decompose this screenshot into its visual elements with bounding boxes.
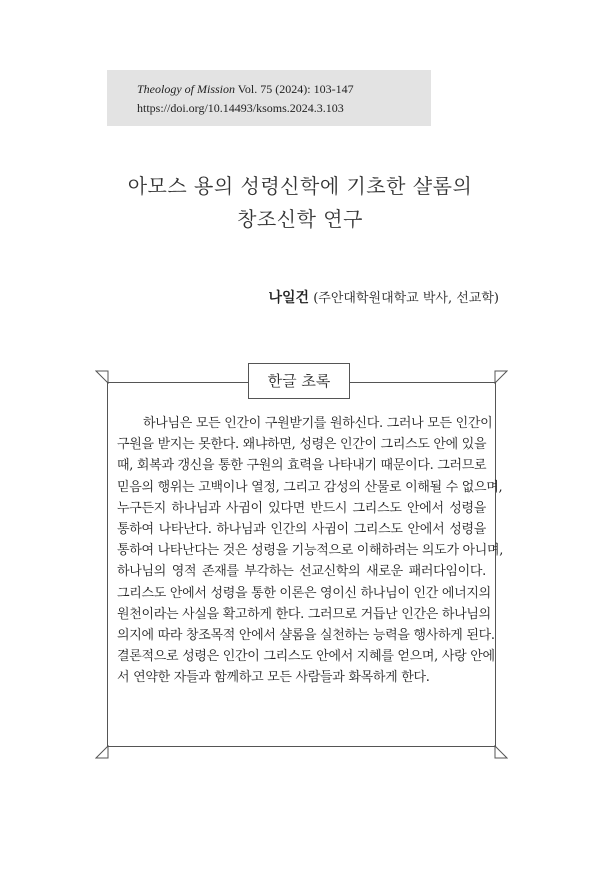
- abstract-line: 구원을 받지는 못한다. 왜냐하면, 성령은 인간이 그리스도 안에 있을: [117, 437, 487, 453]
- author-affiliation: (주안대학원대학교 박사, 선교학): [313, 291, 499, 306]
- article-title-line-1: 아모스 용의 성령신학에 기초한 샬롬의: [127, 174, 473, 198]
- abstract-line: 하나님은 모든 인간이 구원받기를 원하신다. 그러나 모든 인간이: [143, 416, 493, 431]
- abstract-line: 결론적으로 성령은 인간이 그리스도 안에서 지혜를 얻으며, 사랑 안에: [117, 649, 495, 665]
- abstract-line: 서 연약한 자들과 함께하고 모든 사람들과 화목하게 한다.: [117, 670, 430, 686]
- journal-name: Theology of Mission: [137, 82, 235, 96]
- frame-corner-fold-top-right: [494, 370, 508, 384]
- abstract-line: 통하여 나타난다는 것은 성령을 기능적으로 이해하려는 의도가 아니며,: [117, 543, 504, 559]
- abstract-line: 통하여 나타난다. 하나님과 인간의 사귐이 그리스도 안에서 성령을: [117, 522, 486, 538]
- abstract-heading: 한글 초록: [248, 363, 350, 399]
- frame-corner-fold-bottom-right: [494, 745, 508, 759]
- frame-corner-fold-bottom-left: [95, 745, 109, 759]
- abstract-body: [117, 413, 504, 689]
- abstract-line: 원천이라는 사실을 확고하게 한다. 그러므로 거듭난 인간은 하나님의: [117, 606, 491, 622]
- abstract-line: 의지에 따라 창조목적 안에서 샬롬을 실천하는 능력을 행사하게 된다.: [117, 628, 495, 644]
- journal-volume: Vol. 75 (2024): 103-147: [237, 82, 354, 96]
- journal-doi: https://doi.org/10.14493/ksoms.2024.3.103: [137, 101, 344, 115]
- journal-citation-line: [137, 80, 431, 99]
- author-line: [268, 287, 499, 307]
- abstract-line: 하나님의 영적 존재를 부각하는 선교신학의 새로운 패러다임이다.: [117, 564, 486, 580]
- frame-corner-fold-top-left: [95, 370, 109, 384]
- abstract-line: 그리스도 안에서 성령을 통한 이론은 영이신 하나님이 인간 에너지의: [117, 585, 491, 601]
- author-name: 나일건: [268, 290, 310, 306]
- article-title: [0, 170, 600, 236]
- journal-citation-box: [107, 70, 431, 126]
- article-title-line-2: 창조신학 연구: [237, 207, 363, 231]
- abstract-line: 때, 회복과 갱신을 통한 구원의 효력을 나타내기 때문이다. 그러므로: [117, 458, 487, 474]
- abstract-line: 누구든지 하나님과 사귐이 있다면 반드시 그리스도 안에서 성령을: [117, 500, 486, 516]
- abstract-line: 믿음의 행위는 고백이나 열정, 그리고 감성의 산물로 이해될 수 없으며,: [117, 479, 503, 495]
